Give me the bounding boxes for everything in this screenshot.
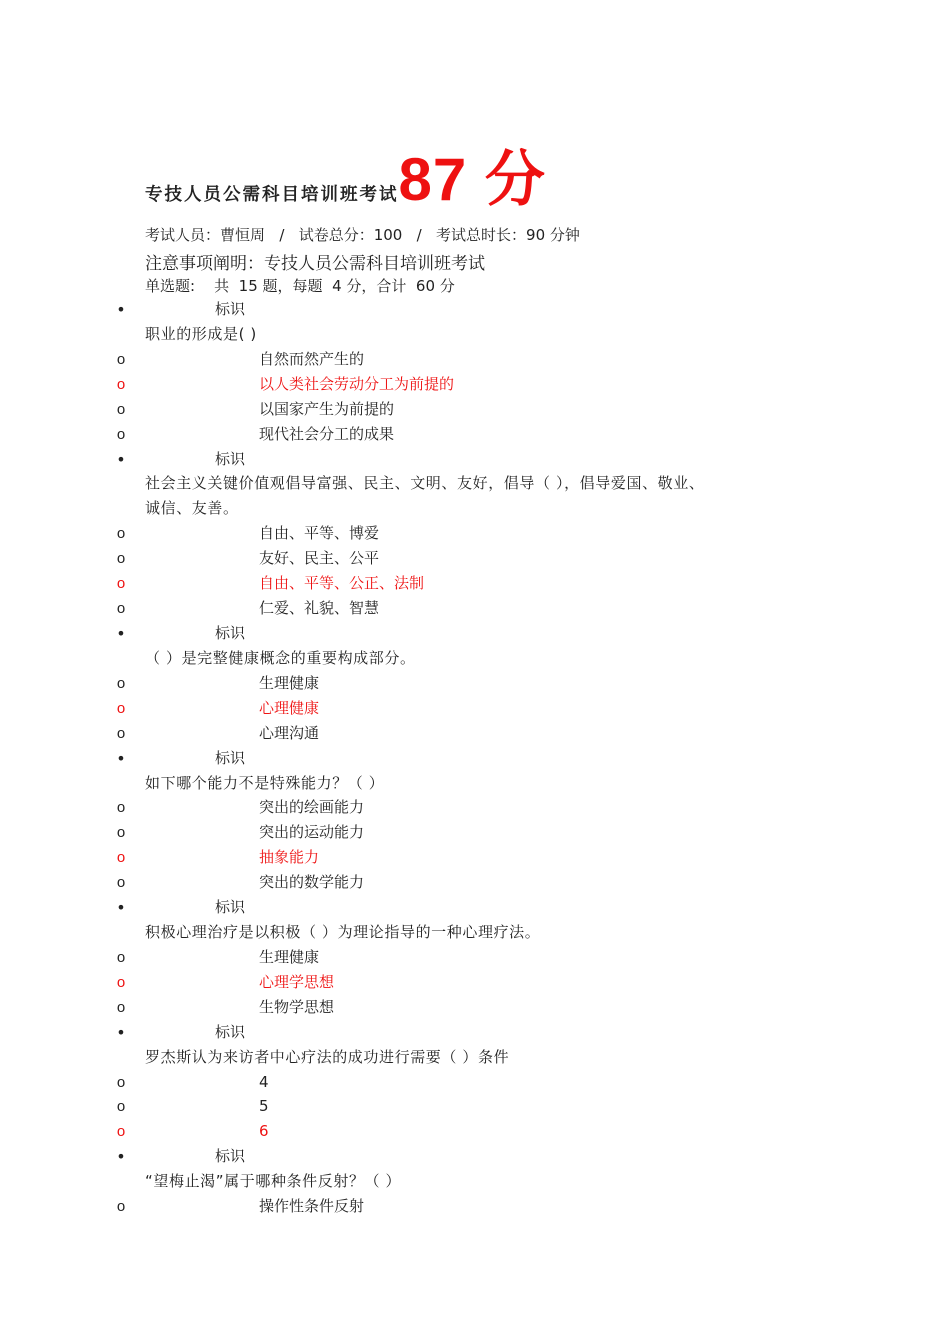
total-score: 试卷总分：100 xyxy=(298,226,403,244)
question-text-row xyxy=(0,1045,950,1070)
option-text: 操作性条件反射 xyxy=(259,1197,365,1216)
question-tag-label: 标识 xyxy=(215,449,246,468)
option-text: 5 xyxy=(259,1097,269,1116)
question-tag-label: 标识 xyxy=(215,1022,246,1041)
question-tag-row xyxy=(0,447,950,472)
option-text: 仁爱、礼貌、智慧 xyxy=(259,599,380,617)
option-marker: o xyxy=(116,799,126,817)
question-text: 诚信、友善。 xyxy=(145,499,239,518)
examinee-name: 考试人员：曹恒周 xyxy=(145,226,266,244)
option-marker: o xyxy=(116,350,126,368)
option-marker: o xyxy=(116,550,126,568)
bullet-marker: • xyxy=(116,1147,126,1167)
option-marker: o xyxy=(116,998,126,1016)
option-row-correct[interactable] xyxy=(0,696,950,721)
question-tag-row xyxy=(0,621,950,646)
option-text: 抽象能力 xyxy=(259,848,320,867)
section-summary: 共 15 题，每题 4 分，合计 60 分 xyxy=(214,277,455,295)
question-text: （ ）是完整健康概念的重要构成部分。 xyxy=(145,648,416,667)
option-row[interactable] xyxy=(0,347,950,372)
option-row[interactable] xyxy=(0,820,950,845)
option-marker: o xyxy=(116,400,126,418)
question-text-row xyxy=(0,646,950,671)
bullet-marker: • xyxy=(116,624,126,643)
question-text: 如下哪个能力不是特殊能力？（ ） xyxy=(145,773,385,792)
exam-duration: 考试总时长：90 分钟 xyxy=(436,226,580,244)
option-marker: o xyxy=(116,824,126,842)
option-text: 现代社会分工的成果 xyxy=(259,424,395,443)
option-row[interactable] xyxy=(0,422,950,447)
question-text: 积极心理治疗是以积极（ ）为理论指导的一种心理疗法。 xyxy=(145,923,541,941)
option-marker: o xyxy=(116,1123,126,1141)
question-tag-row xyxy=(0,895,950,920)
option-marker: o xyxy=(116,699,126,717)
question-text: 职业的形成是( ) xyxy=(145,324,257,343)
option-row[interactable] xyxy=(0,945,950,970)
bullet-marker: • xyxy=(116,898,126,918)
option-marker: o xyxy=(116,1198,126,1216)
question-tag-row xyxy=(0,1020,950,1045)
option-marker: o xyxy=(116,948,126,966)
option-row[interactable] xyxy=(0,1194,950,1219)
option-row[interactable] xyxy=(0,870,950,895)
score-display: 87 分 xyxy=(398,146,546,213)
option-row[interactable] xyxy=(0,1070,950,1095)
section-label: 单选题: xyxy=(145,277,196,295)
option-row[interactable] xyxy=(0,1094,950,1119)
option-row-correct[interactable] xyxy=(0,845,950,870)
section-header xyxy=(145,275,455,296)
question-tag-label: 标识 xyxy=(215,300,246,318)
meta-separator: / xyxy=(279,226,285,244)
bullet-marker: • xyxy=(116,300,126,319)
notice-text: 注意事项阐明：专技人员公需科目培训班考试 xyxy=(145,254,485,274)
option-row[interactable] xyxy=(0,721,950,746)
question-text-row xyxy=(0,771,950,796)
question-tag-label: 标识 xyxy=(215,898,246,917)
option-text: 自由、平等、博爱 xyxy=(259,524,380,543)
option-row-correct[interactable] xyxy=(0,1119,950,1144)
option-marker: o xyxy=(116,600,126,617)
question-text-row xyxy=(0,471,950,496)
question-tag-label: 标识 xyxy=(215,1147,246,1166)
question-text-row xyxy=(0,920,950,945)
option-text: 生理健康 xyxy=(259,673,320,692)
option-row[interactable] xyxy=(0,596,950,621)
option-marker: o xyxy=(116,874,126,892)
question-tag-label: 标识 xyxy=(215,624,246,642)
title-line xyxy=(145,132,546,212)
option-text: 4 xyxy=(259,1072,269,1091)
option-marker: o xyxy=(116,525,126,543)
option-row-correct[interactable] xyxy=(0,372,950,397)
option-text: 突出的绘画能力 xyxy=(259,798,365,817)
option-marker: o xyxy=(116,724,126,742)
question-tag-label: 标识 xyxy=(215,748,246,767)
option-text: 友好、民主、公平 xyxy=(259,549,380,568)
option-row[interactable] xyxy=(0,546,950,571)
bullet-marker: • xyxy=(116,748,126,768)
option-text: 心理健康 xyxy=(259,698,320,717)
question-text: 社会主义关键价值观倡导富强、民主、文明、友好，倡导（ ），倡导爱国、敬业、 xyxy=(145,474,705,493)
exam-title: 专技人员公需科目培训班考试 xyxy=(145,185,399,205)
option-text: 以国家产生为前提的 xyxy=(259,399,395,418)
option-marker: o xyxy=(116,973,126,991)
question-text-row xyxy=(0,1169,950,1194)
question-tag-row xyxy=(0,1144,950,1169)
option-text: 自由、平等、公正、法制 xyxy=(259,574,425,593)
option-text: 突出的数学能力 xyxy=(259,873,365,892)
option-row[interactable] xyxy=(0,995,950,1020)
question-text-row xyxy=(0,322,950,347)
question-tag-row xyxy=(0,297,950,322)
question-text-row xyxy=(0,496,950,521)
option-row-correct[interactable] xyxy=(0,571,950,596)
option-text: 突出的运动能力 xyxy=(259,823,365,842)
option-marker: o xyxy=(116,674,126,692)
option-text: 6 xyxy=(259,1122,269,1141)
question-text: “望梅止渴”属于哪种条件反射？（ ） xyxy=(145,1172,402,1191)
option-row[interactable] xyxy=(0,397,950,422)
option-row[interactable] xyxy=(0,521,950,546)
option-text: 心理学思想 xyxy=(259,972,335,991)
option-text: 心理沟通 xyxy=(259,723,320,742)
option-marker: o xyxy=(116,375,126,393)
meta-separator: / xyxy=(416,226,422,244)
option-text: 生物学思想 xyxy=(259,997,335,1016)
bullet-marker: • xyxy=(116,1022,126,1042)
option-row[interactable] xyxy=(0,795,950,820)
option-text: 生理健康 xyxy=(259,947,320,966)
bullet-marker: • xyxy=(116,449,126,469)
option-marker: o xyxy=(116,1073,126,1091)
option-marker: o xyxy=(116,1098,126,1116)
exam-meta xyxy=(145,224,580,245)
question-text: 罗杰斯认为来访者中心疗法的成功进行需要（ ）条件 xyxy=(145,1047,510,1066)
option-row-correct[interactable] xyxy=(0,970,950,995)
question-tag-row xyxy=(0,746,950,771)
option-marker: o xyxy=(116,425,126,443)
option-marker: o xyxy=(116,849,126,867)
option-row[interactable] xyxy=(0,671,950,696)
option-marker: o xyxy=(116,575,126,593)
option-text: 以人类社会劳动分工为前提的 xyxy=(259,374,455,393)
option-text: 自然而然产生的 xyxy=(259,349,365,368)
